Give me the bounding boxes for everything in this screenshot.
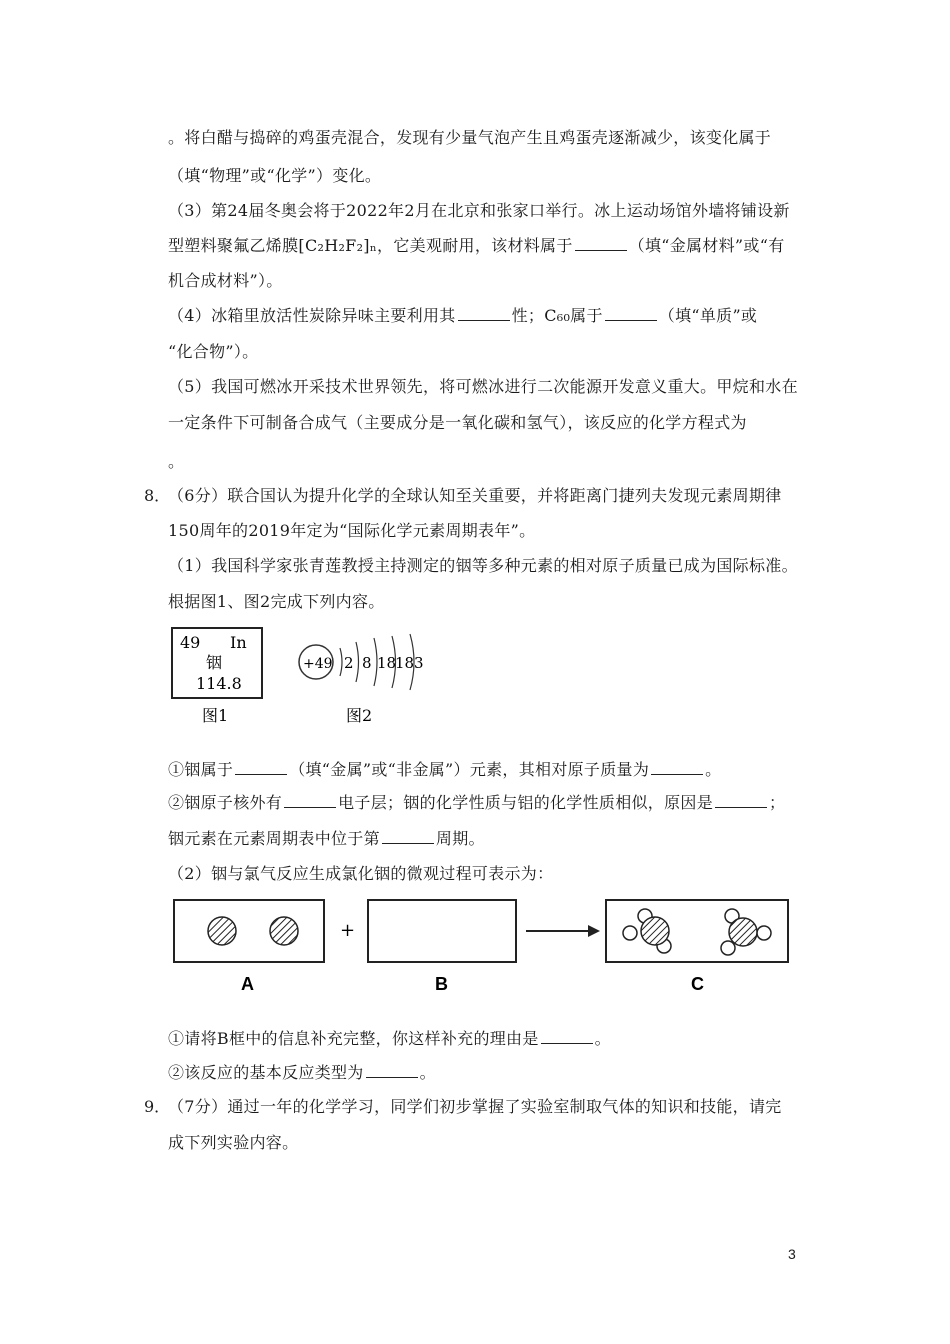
plus-sign: + <box>340 920 356 941</box>
nucleus-charge: +49 <box>303 656 333 672</box>
answer-blank <box>458 306 510 321</box>
line-18: （2）铟与氯气反应生成氯化铟的微观过程可表示为： <box>168 864 554 883</box>
line-20-text-b: 。 <box>419 1063 436 1082</box>
answer-blank <box>605 306 657 321</box>
answer-blank <box>715 793 767 808</box>
line-3: （3）第24届冬奥会将于2022年2月在北京和张家口举行。冰上运动场馆外墙将铺设新 <box>168 201 790 220</box>
answer-blank <box>575 236 627 251</box>
line-17-text-a: 铟元素在元素周期表中位于第 <box>168 829 380 848</box>
indium-atom <box>641 917 669 945</box>
box-b <box>368 900 516 962</box>
line-10: 。 <box>168 452 185 471</box>
line-16 <box>168 793 785 813</box>
arrow-head <box>588 925 600 937</box>
element-symbol: In <box>230 633 247 652</box>
answer-blank <box>366 1063 418 1078</box>
line-15-text-c: 。 <box>705 760 722 779</box>
label-b: B <box>435 974 448 994</box>
line-1: 。将白醋与捣碎的鸡蛋壳混合，发现有少量气泡产生且鸡蛋壳逐渐减少，该变化属于 <box>168 128 772 147</box>
line-15 <box>168 760 721 780</box>
chlorine-atom <box>757 926 771 940</box>
figure-2-caption: 图2 <box>346 706 373 725</box>
line-14: 根据图1、图2完成下列内容。 <box>168 592 385 611</box>
answer-blank <box>541 1029 593 1044</box>
atomic-number: 49 <box>180 633 201 652</box>
line-4-text-b: （填“金属材料”或“有 <box>628 236 785 255</box>
box-a <box>174 900 324 962</box>
figure-indium <box>168 624 448 734</box>
line-19-text-b: 。 <box>594 1029 611 1048</box>
shell-count: 2 <box>344 654 354 672</box>
reaction-diagram <box>168 894 798 1004</box>
answer-blank <box>235 760 287 775</box>
answer-blank <box>651 760 703 775</box>
shell-count: 18 <box>377 654 397 672</box>
line-16-text-c: ； <box>769 793 786 812</box>
figure-1-caption: 图1 <box>202 706 229 725</box>
line-17 <box>168 829 485 849</box>
element-name: 铟 <box>206 653 223 672</box>
shell-arc <box>340 648 342 676</box>
line-6-text-c: （填“单质”或 <box>658 306 758 325</box>
indium-atom <box>729 918 757 946</box>
indium-atom <box>270 917 298 945</box>
page-number: 3 <box>788 1246 796 1262</box>
line-8: （5）我国可燃冰开采技术世界领先，将可燃冰进行二次能源开发意义重大。甲烷和水在 <box>168 377 798 396</box>
shell-arc <box>356 642 359 682</box>
line-11: （6分）联合国认为提升化学的全球认知至关重要，并将距离门捷列夫发现元素周期律 <box>168 486 782 505</box>
label-a: A <box>241 974 254 994</box>
chlorine-atom <box>721 941 735 955</box>
indium-atom <box>208 917 236 945</box>
line-22: 成下列实验内容。 <box>168 1133 299 1152</box>
line-6-text-b: 性；C₆₀属于 <box>511 306 603 325</box>
answer-blank <box>382 829 434 844</box>
line-21: （7分）通过一年的化学学习，同学们初步掌握了实验室制取气体的知识和技能，请完 <box>168 1097 782 1116</box>
line-15-text-a: ①铟属于 <box>168 760 234 779</box>
line-13: （1）我国科学家张青莲教授主持测定的铟等多种元素的相对原子质量已成为国际标准。 <box>168 556 798 575</box>
line-7: “化合物”）。 <box>168 342 259 361</box>
shell-count: 18 <box>395 654 415 672</box>
line-6 <box>168 306 757 326</box>
line-2: （填“物理”或“化学”）变化。 <box>168 166 382 185</box>
line-16-text-b: 电子层；铟的化学性质与铝的化学性质相似，原因是 <box>338 793 714 812</box>
chlorine-atom <box>623 926 637 940</box>
line-4 <box>168 236 785 256</box>
line-12: 150周年的2019年定为“国际化学元素周期表年”。 <box>168 521 536 540</box>
line-19-text-a: ①请将B框中的信息补充完整，你这样补充的理由是 <box>168 1029 539 1048</box>
question-8-number: 8． <box>144 486 171 505</box>
line-5: 机合成材料”）。 <box>168 271 283 290</box>
line-15-text-b: （填“金属”或“非金属”）元素，其相对原子质量为 <box>289 760 650 779</box>
shell-count: 3 <box>414 654 424 672</box>
label-c: C <box>691 974 704 994</box>
line-6-text-a: （4）冰箱里放活性炭除异味主要利用其 <box>168 306 456 325</box>
shell-count: 8 <box>362 654 372 672</box>
line-17-text-b: 周期。 <box>435 829 485 848</box>
line-16-text-a: ②铟原子核外有 <box>168 793 283 812</box>
line-19 <box>168 1029 611 1049</box>
line-20 <box>168 1063 436 1083</box>
answer-blank <box>284 793 336 808</box>
line-4-text-a: 型塑料聚氟乙烯膜[C₂H₂F₂]ₙ，它美观耐用，该材料属于 <box>168 236 573 255</box>
atomic-mass: 114.8 <box>196 674 242 693</box>
line-20-text-a: ②该反应的基本反应类型为 <box>168 1063 364 1082</box>
question-9-number: 9． <box>144 1097 171 1116</box>
line-9: 一定条件下可制备合成气（主要成分是一氧化碳和氢气），该反应的化学方程式为 <box>168 413 747 432</box>
